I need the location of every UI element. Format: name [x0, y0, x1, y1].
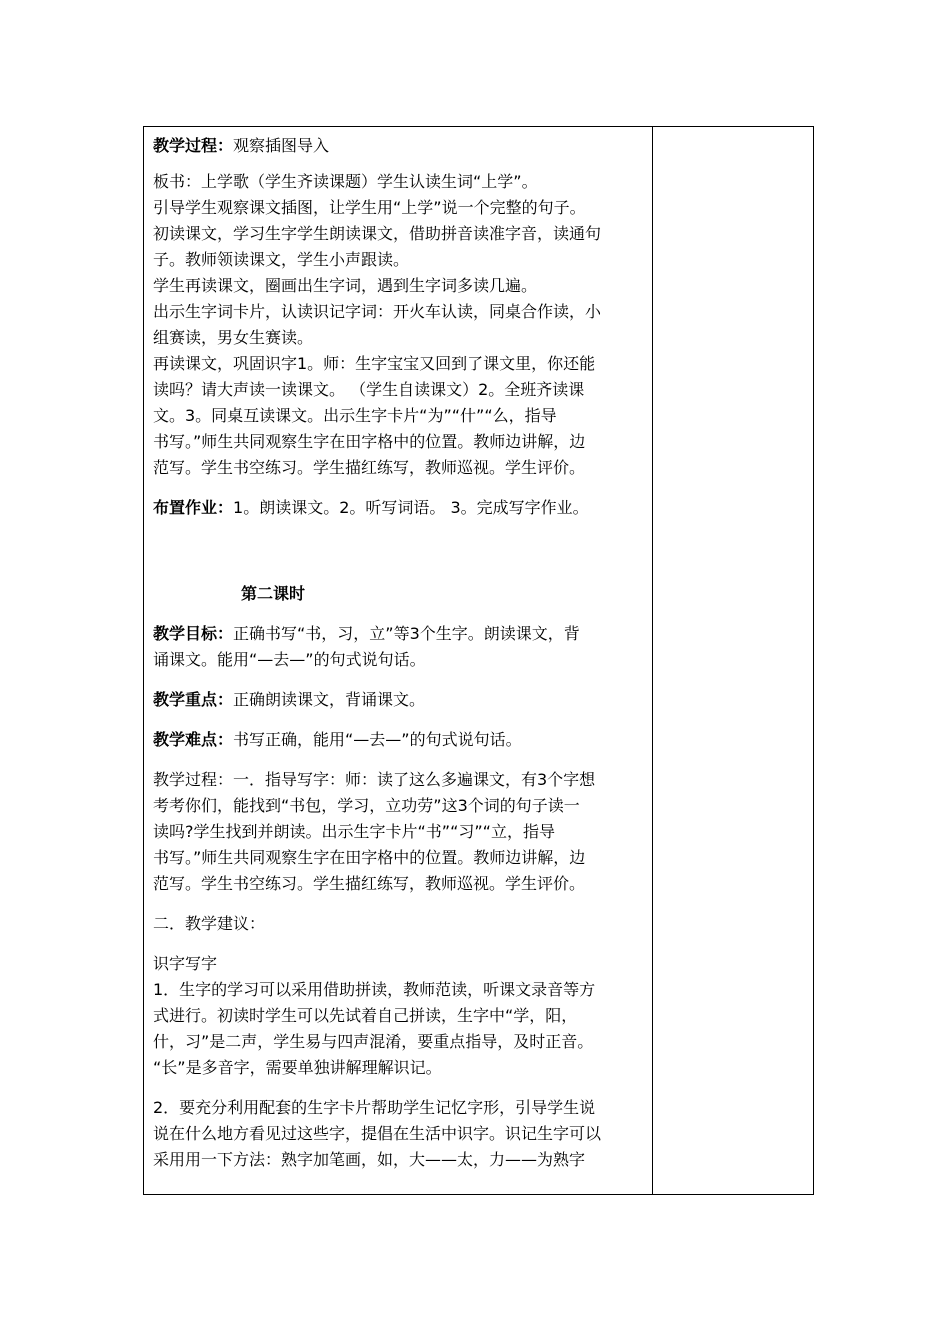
text-line: 学生再读课文，圈画出生字词，遇到生字词多读几遍。 — [153, 276, 538, 295]
point2-line: 采用用一下方法：熟字加笔画，如，大——太，力——为熟字 — [153, 1150, 586, 1169]
text-line: 出示生字词卡片，认读识记字词：开火车认读，同桌合作读，小 — [153, 302, 602, 321]
suggest-title: 二．教学建议： — [153, 914, 266, 933]
lesson2-title: 第二课时 — [241, 584, 306, 603]
homework-line: 布置作业：1。朗读课文。2。听写词语。 3。完成写字作业。 — [153, 498, 589, 517]
blackboard-line: 板书：上学歌（学生齐读课题）学生认读生词“上学”。 — [153, 172, 538, 191]
difficulty-line: 教学难点：书写正确，能用“—去—”的句式说句话。 — [153, 730, 522, 749]
text-line: 再读课文，巩固识字1。师：生字宝宝又回到了课文里，你还能 — [153, 354, 596, 373]
process2-line: 范写。学生书空练习。学生描红练写，教师巡视。学生评价。 — [153, 874, 586, 893]
process2-line: 读吗?学生找到并朗读。出示生字卡片“书”“习”“立，指导 — [153, 822, 555, 841]
text-line: 范写。学生书空练习。学生描红练写，教师巡视。学生评价。 — [153, 458, 586, 477]
lesson-content-cell — [153, 127, 647, 1173]
text-line: 组赛读，男女生赛读。 — [153, 328, 314, 347]
process-heading: 教学过程：观察插图导入 — [153, 136, 330, 155]
lesson-plan-table — [143, 126, 814, 1195]
process2-line: 教学过程：一．指导写字：师：读了这么多遍课文，有3个字想 — [153, 770, 596, 789]
key-point-line: 教学重点：正确朗读课文，背诵课文。 — [153, 690, 426, 709]
text-line: 读吗？请大声读一读课文。 （学生自读课文）2。全班齐读课 — [153, 380, 585, 399]
literacy-line: 式进行。初读时学生可以先试着自己拼读，生字中“学，阳， — [153, 1006, 578, 1025]
process2-line: 书写。”师生共同观察生字在田字格中的位置。教师边讲解，边 — [153, 848, 586, 867]
process2-line: 考考你们，能找到“书包，学习，立功劳”这3个词的句子读一 — [153, 796, 580, 815]
literacy-line: 1．生字的学习可以采用借助拼读，教师范读，听课文录音等方 — [153, 980, 596, 999]
text-line: 引导学生观察课文插图，让学生用“上学”说一个完整的句子。 — [153, 198, 586, 217]
text-line: 初读课文，学习生字学生朗读课文，借助拼音读准字音，读通句 — [153, 224, 602, 243]
literacy-line: “长”是多音字，需要单独讲解理解识记。 — [153, 1058, 442, 1077]
point2-line: 说在什么地方看见过这些字，提倡在生活中识字。识记生字可以 — [153, 1124, 602, 1143]
goal-line: 教学目标：正确书写“书，习，立”等3个生字。朗读课文，背 — [153, 624, 580, 643]
text-line: 书写。”师生共同观察生字在田字格中的位置。教师边讲解，边 — [153, 432, 586, 451]
notes-column — [653, 127, 813, 1194]
literacy-line: 什，习”是二声，学生易与四声混淆，要重点指导，及时正音。 — [153, 1032, 594, 1051]
text-line: 子。教师领读课文，学生小声跟读。 — [153, 250, 410, 269]
point2-line: 2．要充分利用配套的生字卡片帮助学生记忆字形，引导学生说 — [153, 1098, 596, 1117]
literacy-line: 识字写字 — [153, 954, 218, 973]
text-line: 文。3。同桌互读课文。出示生字卡片“为”“什”“么，指导 — [153, 406, 557, 425]
goal-line-2: 诵课文。能用“—去—”的句式说句话。 — [153, 650, 426, 669]
